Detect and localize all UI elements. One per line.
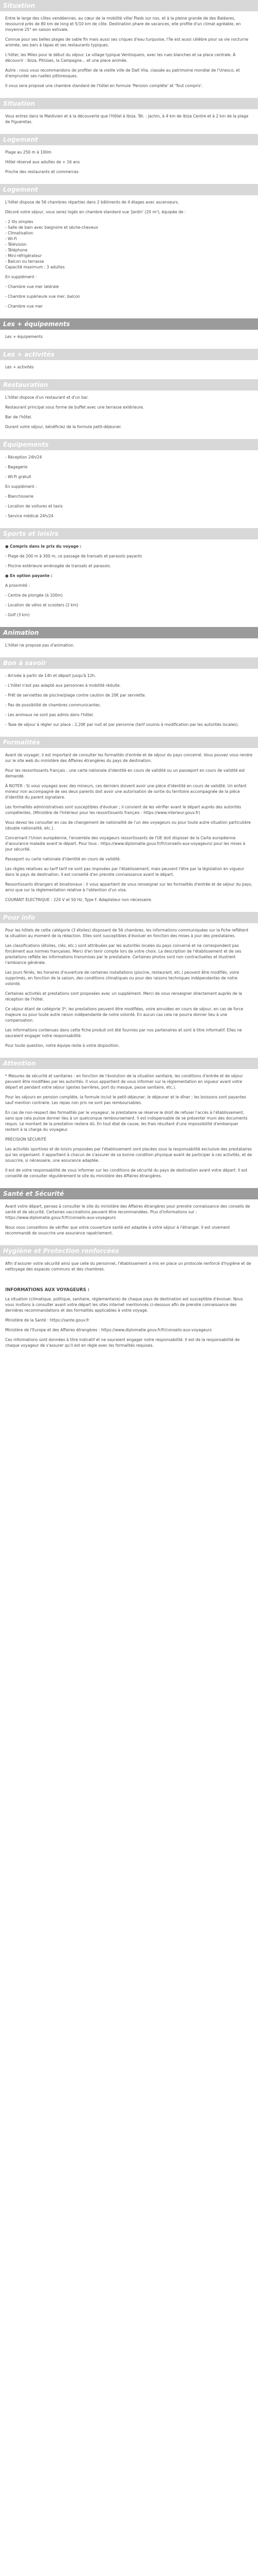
- section-body: [0, 391, 258, 437]
- bullet-heading: ● En option payante :: [5, 573, 53, 578]
- paragraph: Pour les hôtels de cette catégorie (3 étoiles) disposant de 56 chambres, les informations communiquées sur la fiche reflètent la situation au moment de la rédaction. Elles sont susceptibles d'évoluer en fonction des mises à jour des prestataires.: [5, 928, 249, 938]
- section-header: [0, 1245, 258, 1257]
- section-header: [0, 912, 258, 923]
- section-title: Situation: [3, 100, 35, 107]
- section-header: [0, 98, 258, 109]
- paragraph: L'hôtel, les Miles pour le début du séjour. Le village typique Ventisquero, avec les rues blanches et sa place centrale. À découvrir : Ibiza, Pitiüses, la Campagne... et une place animée.: [5, 53, 236, 63]
- paragraph: Nous vous conseillons de vérifier que votre couverture santé est adaptée à votre séjour à l'étranger. Il est vivement recommandé de souscrire une assurance rapatriement.: [5, 1225, 230, 1235]
- section-header: [0, 627, 258, 638]
- paragraph: A proximité :: [5, 583, 30, 588]
- paragraph: - Réception 24h/24: [5, 455, 42, 460]
- section-title: Logement: [3, 136, 38, 143]
- paragraph: Connue pour ses belles plages de sable fin mais aussi ses criques d'eau turquoise, l'île est aussi célèbre pour sa vie nocturne animée, ses bars à tapas et ses restaurants typiques.: [5, 37, 249, 47]
- section-title: Pour info: [3, 914, 35, 921]
- paragraph: Bar de l'hôtel.: [5, 415, 33, 419]
- paragraph: * Mesures de sécurité et sanitaires : en fonction de l'évolution de la situation sanitaire, les conditions d'entrée et de séjour peuvent être modifiées par les autorités. Il vous appartient de vous informer sur la réglementation en vigueur avant votre départ et pendant votre séjour (gestes barrières, port du masque, passe sanitaire, etc.).: [5, 1074, 243, 1090]
- section-header: [0, 349, 258, 360]
- section-header: [0, 0, 258, 11]
- section-11: [0, 737, 258, 910]
- paragraph: Les + équipements: [5, 334, 43, 339]
- paragraph: Restaurant principal sous forme de buffet avec une terrasse extérieure.: [5, 405, 144, 410]
- section-title: Animation: [3, 629, 39, 636]
- section-body: [0, 669, 258, 735]
- section-title: Équipements: [3, 441, 49, 448]
- paragraph: Les jours fériés, les horaires d'ouverture de certaines installations (piscine, restaurant, etc.) peuvent être modifiés, voire supprimés, en fonction de la saison, des conditions climatiques ou pour des raisons techniques indépendantes de notre volonté.: [5, 970, 239, 986]
- section-body: [0, 330, 258, 347]
- section-2: [0, 134, 258, 182]
- paragraph: Ce séjour étant de catégorie 3*, les prestations peuvent être modifiées, voire annulées en cours de séjour, en cas de force majeure ou pour toute autre raison indépendante de notre volonté. En aucun cas cela ne pourra donner lieu à une compensation.: [5, 1007, 244, 1023]
- paragraph: - Location de vélos et scooters (2 km): [5, 603, 78, 607]
- section-body: [0, 195, 258, 316]
- traveler-info: [0, 1281, 258, 1355]
- paragraph: La situation (climatique, politique, sanitaire, réglementaire) de chaque pays de destination est susceptible d'évoluer. Nous vous invitons à consulter avant votre départ les sites internet mentionnés ci-dessous afin de prendre connaissance des dernières recommandations et des formalités applicables à votre voyage.: [5, 1297, 243, 1313]
- section-title: Bon à savoir: [3, 659, 46, 667]
- paragraph: En supplément :: [5, 484, 37, 489]
- paragraph: Décoré votre séjour, vous serez logés en chambre standard vue 'Jardin' (20 m²), équipée de :: [5, 210, 186, 214]
- section-header: [0, 1058, 258, 1069]
- paragraph: Pour les ressortissants français : une carte nationale d'identité en cours de validité ou un passeport en cours de validité est demandé.: [5, 768, 245, 778]
- section-header: [0, 1188, 258, 1199]
- section-body: [0, 638, 258, 655]
- paragraph: - Location de voitures et taxis: [5, 504, 63, 509]
- list-item: - 2 lits simples: [5, 219, 34, 224]
- intro-line: Plage au 250 m à 100m: [5, 150, 52, 155]
- section-4: [0, 318, 258, 347]
- section-header: [0, 318, 258, 330]
- traveler-info-heading: INFORMATIONS AUX VOYAGEURS :: [5, 1287, 90, 1293]
- intro-line: Proche des restaurants et commerces: [5, 170, 79, 174]
- section-7: [0, 439, 258, 526]
- paragraph: Les règles relatives au tarif tarif ne sont pas imposées par l'établissement, mais peuvent l'être par la législation en vigueur dans le pays de destination. Il est conseillé d'en prendre connaissance avant le départ.: [5, 867, 245, 877]
- paragraph: Ressortissants étrangers et binationaux : il vous appartient de vous renseigner sur les formalités d'entrée et de séjour du pays, ainsi que sur la réglementation relative à l'obtention d'un visa.: [5, 882, 253, 892]
- list-item: - Salle de bain avec baignoire et sèche-cheveux: [5, 225, 99, 230]
- paragraph: Avant de voyager, il est important de consulter les formalités d'entrée et de séjour du pays concerné. Vous pouvez vous rendre sur le site web du ministère des Affaires étrangères du pays de destination.: [5, 753, 253, 763]
- section-14: [0, 1188, 258, 1243]
- paragraph: Les + activités: [5, 365, 34, 369]
- paragraph: L'hôtel ne propose pas d'animation.: [5, 643, 75, 648]
- section-body: [0, 1069, 258, 1186]
- section-8: [0, 528, 258, 625]
- section-header: [0, 439, 258, 450]
- paragraph: L'hôtel dispose d'un restaurant et d'un bar.: [5, 395, 89, 400]
- section-title: Les + activités: [3, 351, 55, 358]
- paragraph: En supplément :: [5, 275, 37, 279]
- paragraph: - Service médical 24h/24: [5, 514, 54, 518]
- section-title: Formalités: [3, 739, 40, 746]
- paragraph: Vous devez les consulter en cas de changement de nationalité de l'un des voyageurs ou pour toute autre situation particulière (double nationalité, etc.).: [5, 820, 251, 831]
- paragraph: Ministère de la Santé : https://sante.gouv.fr: [5, 1318, 89, 1323]
- paragraph: En cas de non-respect des formalités par le voyageur, le prestataire se réserve le droit de refuser l'accès à l'établissement, sans que cela puisse donner lieu à un quelconque remboursement. Il est indispensable de se présenter muni des documents requis. Le montant de la prestation restera dû. En tout état de cause, les frais résultant d'une impossibilité d'embarquer restent à la charge du voyageur.: [5, 1110, 248, 1132]
- section-body: [0, 1199, 258, 1243]
- paragraph: - Chambre supérieure vue mer, balcon: [5, 294, 80, 299]
- paragraph: - Centre de plongée (à 100m): [5, 593, 63, 598]
- paragraph: - Wi-Fi gratuit: [5, 474, 31, 479]
- list-item: - Télévision: [5, 242, 27, 247]
- section-1: [0, 98, 258, 132]
- paragraph: Passeport ou carte nationale d'identité en cours de validité.: [5, 857, 121, 861]
- section-3: [0, 184, 258, 316]
- paragraph: Les formalités administratives sont susceptibles d'évoluer ; il convient de les vérifier avant le départ auprès des autorités compétentes. (Ministère de l'Intérieur pour les ressortissants français : https://www.interieur.gouv.fr): [5, 805, 241, 815]
- paragraph: Afin d'assurer votre sécurité ainsi que celle du personnel, l'établissement a mis en place un protocole renforcé d'hygiène et de nettoyage des espaces communs et des chambres.: [5, 1261, 251, 1272]
- intro-line: Hôtel réservé aux adultes de + 16 ans: [5, 160, 80, 164]
- paragraph: Ministère de l'Europe et des Affaires étrangères : https://www.diplomatie.gouv.fr/fr/conseils-aux-voyageurs: [5, 1328, 212, 1332]
- section-body: [0, 1257, 258, 1279]
- paragraph: - Arrivée à partir de 14h et départ jusqu'à 12h.: [5, 673, 96, 678]
- section-title: Situation: [3, 2, 35, 9]
- paragraph: Il vous sera proposé une chambre standard de l'hôtel en formule 'Pension complète' et 'Tout compris'.: [5, 83, 203, 88]
- section-body: [0, 145, 258, 182]
- paragraph: - Piscine extérieure aménagée de transats et parasols.: [5, 564, 111, 568]
- section-body: [0, 923, 258, 1056]
- paragraph: Concernant l'Union européenne, l'ensemble des voyageurs ressortissants de l'UE doit disposer de la Carte européenne d'assurance maladie avant le départ. Pour tous : https://www.diplomatie.gouv.fr/fr/conseils-aux-voyageurs/ pour les mises à jour sécurité.: [5, 836, 246, 852]
- section-body: [0, 539, 258, 625]
- section-title: Attention: [3, 1060, 36, 1067]
- paragraph: Les informations contenues dans cette fiche produit ont été fournies par nos partenaires et sont à titre informatif. Elles ne sauraient engager notre responsabilité.: [5, 1028, 242, 1038]
- paragraph: Les activités sportives et de loisirs proposées par l'établissement sont placées sous la responsabilité exclusive des prestataires qui les organisent. Il appartient à chacun de s'assurer de sa bonne condition physique avant de participer à ces activités, et de souscrire, si nécessaire, une assurance adaptée.: [5, 1147, 252, 1163]
- paragraph: - Chambre vue mer latérale: [5, 284, 59, 289]
- paragraph: Capacité maximum : 3 adultes: [5, 265, 65, 269]
- paragraph: Pour toute question, notre équipe reste à votre disposition.: [5, 1043, 120, 1048]
- paragraph: À NOTER : Si vous voyagez avec des mineurs, ces derniers doivent avoir une pièce d'identité en cours de validité. Un enfant mineur non accompagné de ses deux parents doit avoir une autorisation de sortie du territoire accompagnée de la pièce d'identité du parent signataire.: [5, 784, 247, 800]
- section-5: [0, 349, 258, 377]
- section-12: [0, 912, 258, 1056]
- list-item: - Climatisation: [5, 231, 34, 235]
- paragraph: - Blanchisserie: [5, 494, 34, 499]
- paragraph: L'hôtel dispose de 56 chambres réparties dans 2 bâtiments de 4 étages avec ascenseurs.: [5, 200, 179, 205]
- list-item: - Mini-réfrigérateur: [5, 253, 42, 258]
- section-15: [0, 1245, 258, 1279]
- paragraph: COURANT ÉLECTRIQUE : 220 V et 50 Hz. Type F. Adaptateur non nécessaire.: [5, 897, 152, 902]
- section-header: [0, 134, 258, 145]
- section-title: Restauration: [3, 381, 48, 388]
- section-body: [0, 360, 258, 377]
- paragraph: Vous entrez dans le Maldivien et à la découverte que l'Hôtel à Ibiza. Tél. : Jachin, à 4 km de Ibiza Centre et à 2 km de la plage de Figueretas.: [5, 114, 249, 124]
- section-title: Logement: [3, 186, 38, 193]
- section-header: [0, 737, 258, 748]
- paragraph: - Pas de possibilité de chambres communicantes.: [5, 703, 101, 707]
- section-title: Les + équipements: [3, 320, 70, 328]
- section-title: Sports et loisirs: [3, 530, 59, 537]
- paragraph: - L'hôtel n'est pas adapté aux personnes à mobilité réduite.: [5, 683, 121, 688]
- list-item: - Wi-Fi: [5, 236, 17, 241]
- paragraph: - Les animaux ne sont pas admis dans l'hôtel.: [5, 713, 94, 717]
- feature-list: [5, 219, 253, 264]
- paragraph: PRÉCISION SÉCURITÉ: [5, 1137, 46, 1142]
- paragraph: Certaines activités et prestations sont proposées avec un supplément. Merci de vous renseigner directement auprès de la réception de l'hôtel.: [5, 991, 242, 1002]
- section-body: [0, 450, 258, 526]
- section-header: [0, 528, 258, 539]
- paragraph: Pour les séjours en pension complète, la formule inclut le petit-déjeuner, le déjeuner et le dîner ; les boissons sont payantes sauf mention contraire. Les repas non pris ne sont pas remboursables.: [5, 1095, 246, 1105]
- paragraph: - Prêt de serviettes de piscine/plage contre caution de 20€ par serviette.: [5, 693, 146, 698]
- section-title: Hygiène et Protection renforcées: [3, 1247, 119, 1255]
- paragraph: - Taxe de séjour à régler sur place : 2,20€ par nuit et par personne (tarif soumis à modification par les autorités locales).: [5, 722, 239, 727]
- section-0: [0, 0, 258, 96]
- paragraph: Avant votre départ, pensez à consulter le site du ministère des Affaires étrangères pour prendre connaissance des conseils de santé et de sécurité. Certaines vaccinations peuvent être recommandées. Plus d'informations sur : https://www.diplomatie.gouv.fr/fr/conseils-aux-voyageurs: [5, 1204, 250, 1220]
- paragraph: - Bagagerie: [5, 465, 28, 469]
- section-body: [0, 109, 258, 132]
- section-title: Santé et Sécurité: [3, 1190, 64, 1197]
- bullet-heading: ● Compris dans le prix du voyage :: [5, 544, 82, 549]
- paragraph: Autre : nous vous recommandons de profiter de la vieille ville de Dalt Vila, classée au patrimoine mondial de l'Unesco, et d'emprunter ses ruelles pittoresques.: [5, 68, 240, 78]
- paragraph: - Plage de 200 m à 300 m, ce passage de transats et parasols payants: [5, 554, 142, 558]
- paragraph: - Chambre vue mer: [5, 304, 43, 309]
- section-10: [0, 657, 258, 735]
- paragraph: Les classifications (étoiles, clés, etc.) sont attribuées par les autorités locales du pays concerné et ne correspondent pas forcément aux normes françaises. Merci d'en tenir compte lors de votre choix. La description de l'établissement et de ses prestations reflète les informations transmises par le prestataire. Certaines photos sont non contractuelles et illustrent l'ambiance générale.: [5, 943, 241, 965]
- section-body: [0, 748, 258, 910]
- paragraph: Entre le large des côtes vendéennes, au cœur de la mobilité ville/ Pieds sur nos, et à la pleine grande de des Baléares, ressourcé près de 80 km de long et 5/10 km de côte. Destination phare de vacances, elle profite d'un climat agréable, en moyenne 25° en saison estivale.: [5, 16, 241, 32]
- list-item: - Balcon ou terrasse: [5, 259, 44, 264]
- section-body: [0, 11, 258, 96]
- paragraph: - Golf (3 km): [5, 613, 30, 617]
- paragraph: Il est de votre responsabilité de vous informer sur les conditions de sécurité du pays de destination avant votre départ. Il est conseillé de consulter régulièrement le site du ministère des Affaires étrangères.: [5, 1168, 248, 1178]
- section-6: [0, 379, 258, 437]
- section-header: [0, 184, 258, 195]
- list-item: - Téléphone: [5, 248, 28, 252]
- section-13: [0, 1058, 258, 1186]
- paragraph: Durant votre séjour, bénéficiez de la formule petit-déjeuner.: [5, 425, 122, 429]
- section-header: [0, 657, 258, 669]
- paragraph: Ces informations sont données à titre indicatif et ne sauraient engager notre responsabilité. Il est de la responsabilité de chaque voyageur de s'assurer qu'il est en règle avec les formalités requises.: [5, 1337, 240, 1348]
- section-9: [0, 627, 258, 655]
- section-header: [0, 379, 258, 391]
